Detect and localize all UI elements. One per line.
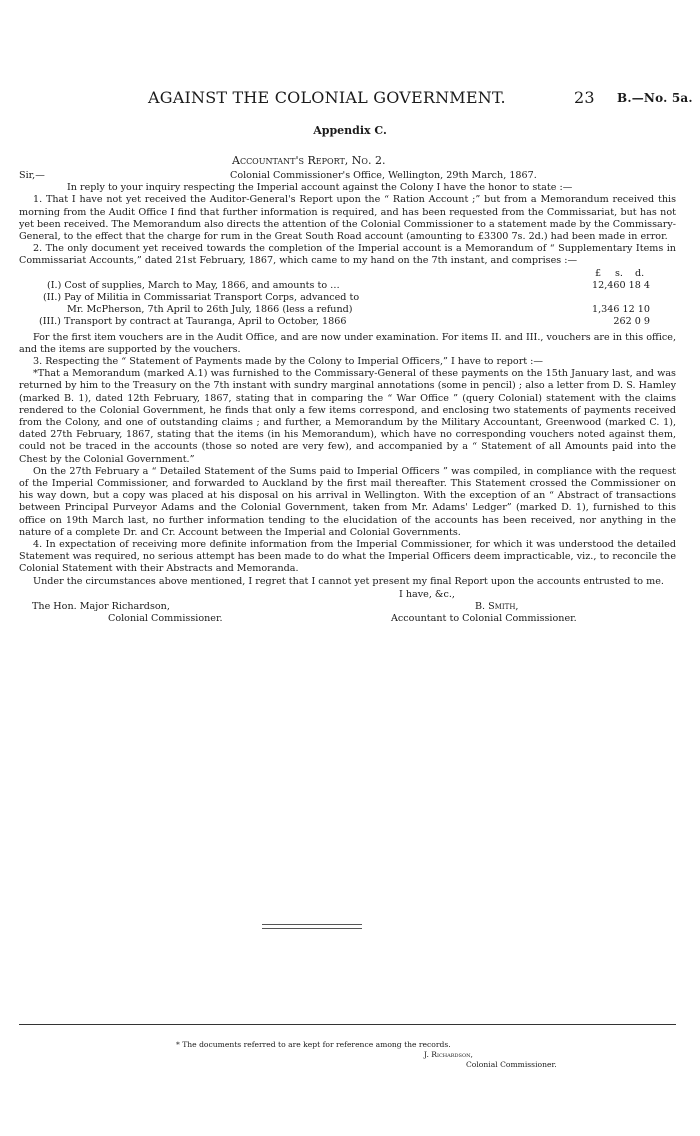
item-label: Mr. McPherson, 7th April to 26th July, 1866 (less a refund) [67, 304, 353, 316]
page-number: 23 [574, 88, 595, 107]
item-amount: 262 0 9 [613, 316, 650, 328]
section-divider [19, 1024, 676, 1025]
signer-title: Accountant to Colonial Commissioner. [391, 612, 577, 624]
item-row [19, 280, 676, 292]
salutation: Sir,— [19, 170, 45, 181]
items-list [19, 280, 676, 329]
footnote-signer-title: Colonial Commissioner. [466, 1060, 557, 1069]
paragraph-27th-february: On the 27th February a “ Detailed Statement of the Sums paid to Imperial Officers ” was compiled, in compliance with the request of the Imperial Commissioner, and forwarded to Auckland by the first mail thereafter. This Statement crossed the Commissioner on his way down, but a copy was placed at his disposal on his arrival in Wellington. With the exception of an “ Abstract of transactions between Principal Purveyor Adams and the Colonial Government, taken from Mr. Adams' Ledger” (marked D. 1), furnished to this office on 19th March last, no further information tending to the elucidation of the accounts has been received, nor anything in the nature of a complete Dr. and Cr. Account between the Imperial and Colonial Governments. [19, 465, 676, 538]
end-rule [262, 924, 362, 929]
footnote-text: * The documents referred to are kept for reference among the records. [176, 1040, 451, 1049]
salutation-row [19, 170, 676, 182]
footnote-signer: J. Richardson, [424, 1050, 473, 1059]
letter-address: Colonial Commissioner's Office, Wellington, 29th March, 1867. [230, 170, 537, 181]
currency-pence: d. [635, 267, 645, 279]
paragraph-vouchers: For the first item vouchers are in the Audit Office, and are now under examination. For items II. and III., vouchers are in this office, and the items are supported by the vouchers. [19, 331, 676, 355]
document-reference: B.—No. 5a. [617, 91, 693, 105]
letter-body [19, 170, 676, 625]
paragraph-intro: In reply to your inquiry respecting the Imperial account against the Colony I have the honor to state :— [67, 182, 573, 194]
running-header-title: AGAINST THE COLONIAL GOVERNMENT. [148, 88, 506, 107]
item-amount: 1,346 12 10 [592, 304, 650, 316]
item-label: (II.) Pay of Militia in Commissariat Transport Corps, advanced to [43, 291, 360, 303]
currency-shillings: s. [615, 267, 623, 279]
item-row [19, 292, 676, 304]
item-label: (I.) Cost of supplies, March to May, 1866, and amounts to … [47, 279, 340, 291]
paragraph-2: 2. The only document yet received towards the completion of the Imperial account is a Memorandum of “ Supplementary Items in Commissariat Accounts,” dated 21st February, 1867, which came to my hand on the 7th instant, and comprises :— [19, 243, 676, 267]
paragraph-4: 4. In expectation of receiving more definite information from the Imperial Commissioner, for which it was understood the detailed Statement was required, no serious attempt has been made to do what the Imperial Officers deem impracticable, viz., to reconcile the Colonial Statement with their Abstracts and Memoranda. [19, 539, 676, 575]
item-label: (III.) Transport by contract at Tauranga, April to October, 1866 [39, 316, 347, 328]
item-row [19, 304, 676, 316]
closing: I have, &c., [399, 588, 455, 600]
report-title: Accountant's Report, No. 2. [232, 154, 386, 167]
signoff-block [19, 589, 676, 625]
currency-header [19, 268, 676, 280]
addressee-name: The Hon. Major Richardson, [32, 600, 170, 612]
signer-name: B. Smith, [475, 600, 519, 612]
paragraph-final: Under the circumstances above mentioned, I regret that I cannot yet present my final Report upon the accounts entrusted to me. [33, 575, 664, 587]
item-row [19, 316, 676, 328]
paragraph-1: 1. That I have not yet received the Auditor-General's Report upon the “ Ration Account ;” but from a Memorandum received this morning from the Audit Office I find that further information is required, and has been requested from the Commissariat, but has not yet been received. The Memorandum also directs the attention of the Colonial Commissioner to a statement made by the Commissary-General, to the effect that the charge for rum in the Great South Road account (amounting to £3300 7s. 2d.) had been made in error. [19, 194, 676, 242]
currency-pounds: £ [595, 267, 602, 279]
paragraph-3: 3. Respecting the “ Statement of Payments made by the Colony to Imperial Officers,” I have to report :— [33, 355, 544, 367]
paragraph-memorandum: *That a Memorandum (marked A.1) was furnished to the Commissary-General of these payments on the 15th January last, and was returned by him to the Treasury on the 7th instant with sundry marginal annotations (some in pencil) ; also a letter from D. S. Hamley (marked B. 1), dated 12th February, 1867, stating that in comparing the “ War Office ” (query Colonial) statement with the claims rendered to the Colonial Government, he finds that only a few items correspond, and enclosing two statements of payments received from the Colony, and one of outstanding claims ; and further, a Memorandum by the Military Accountant, Greenwood (marked C. 1), dated 27th February, 1867, stating that the items (in his Memorandum), which have no corresponding vouchers noted against them, could not be traced in the accounts (those so noted are very few), and accompanied by a “ Statement of all Amounts paid into the Chest by the Colonial Government.” [19, 368, 676, 465]
addressee-title: Colonial Commissioner. [108, 612, 223, 624]
item-amount: 12,460 18 4 [592, 279, 650, 291]
appendix-heading: Appendix C. [313, 124, 387, 137]
